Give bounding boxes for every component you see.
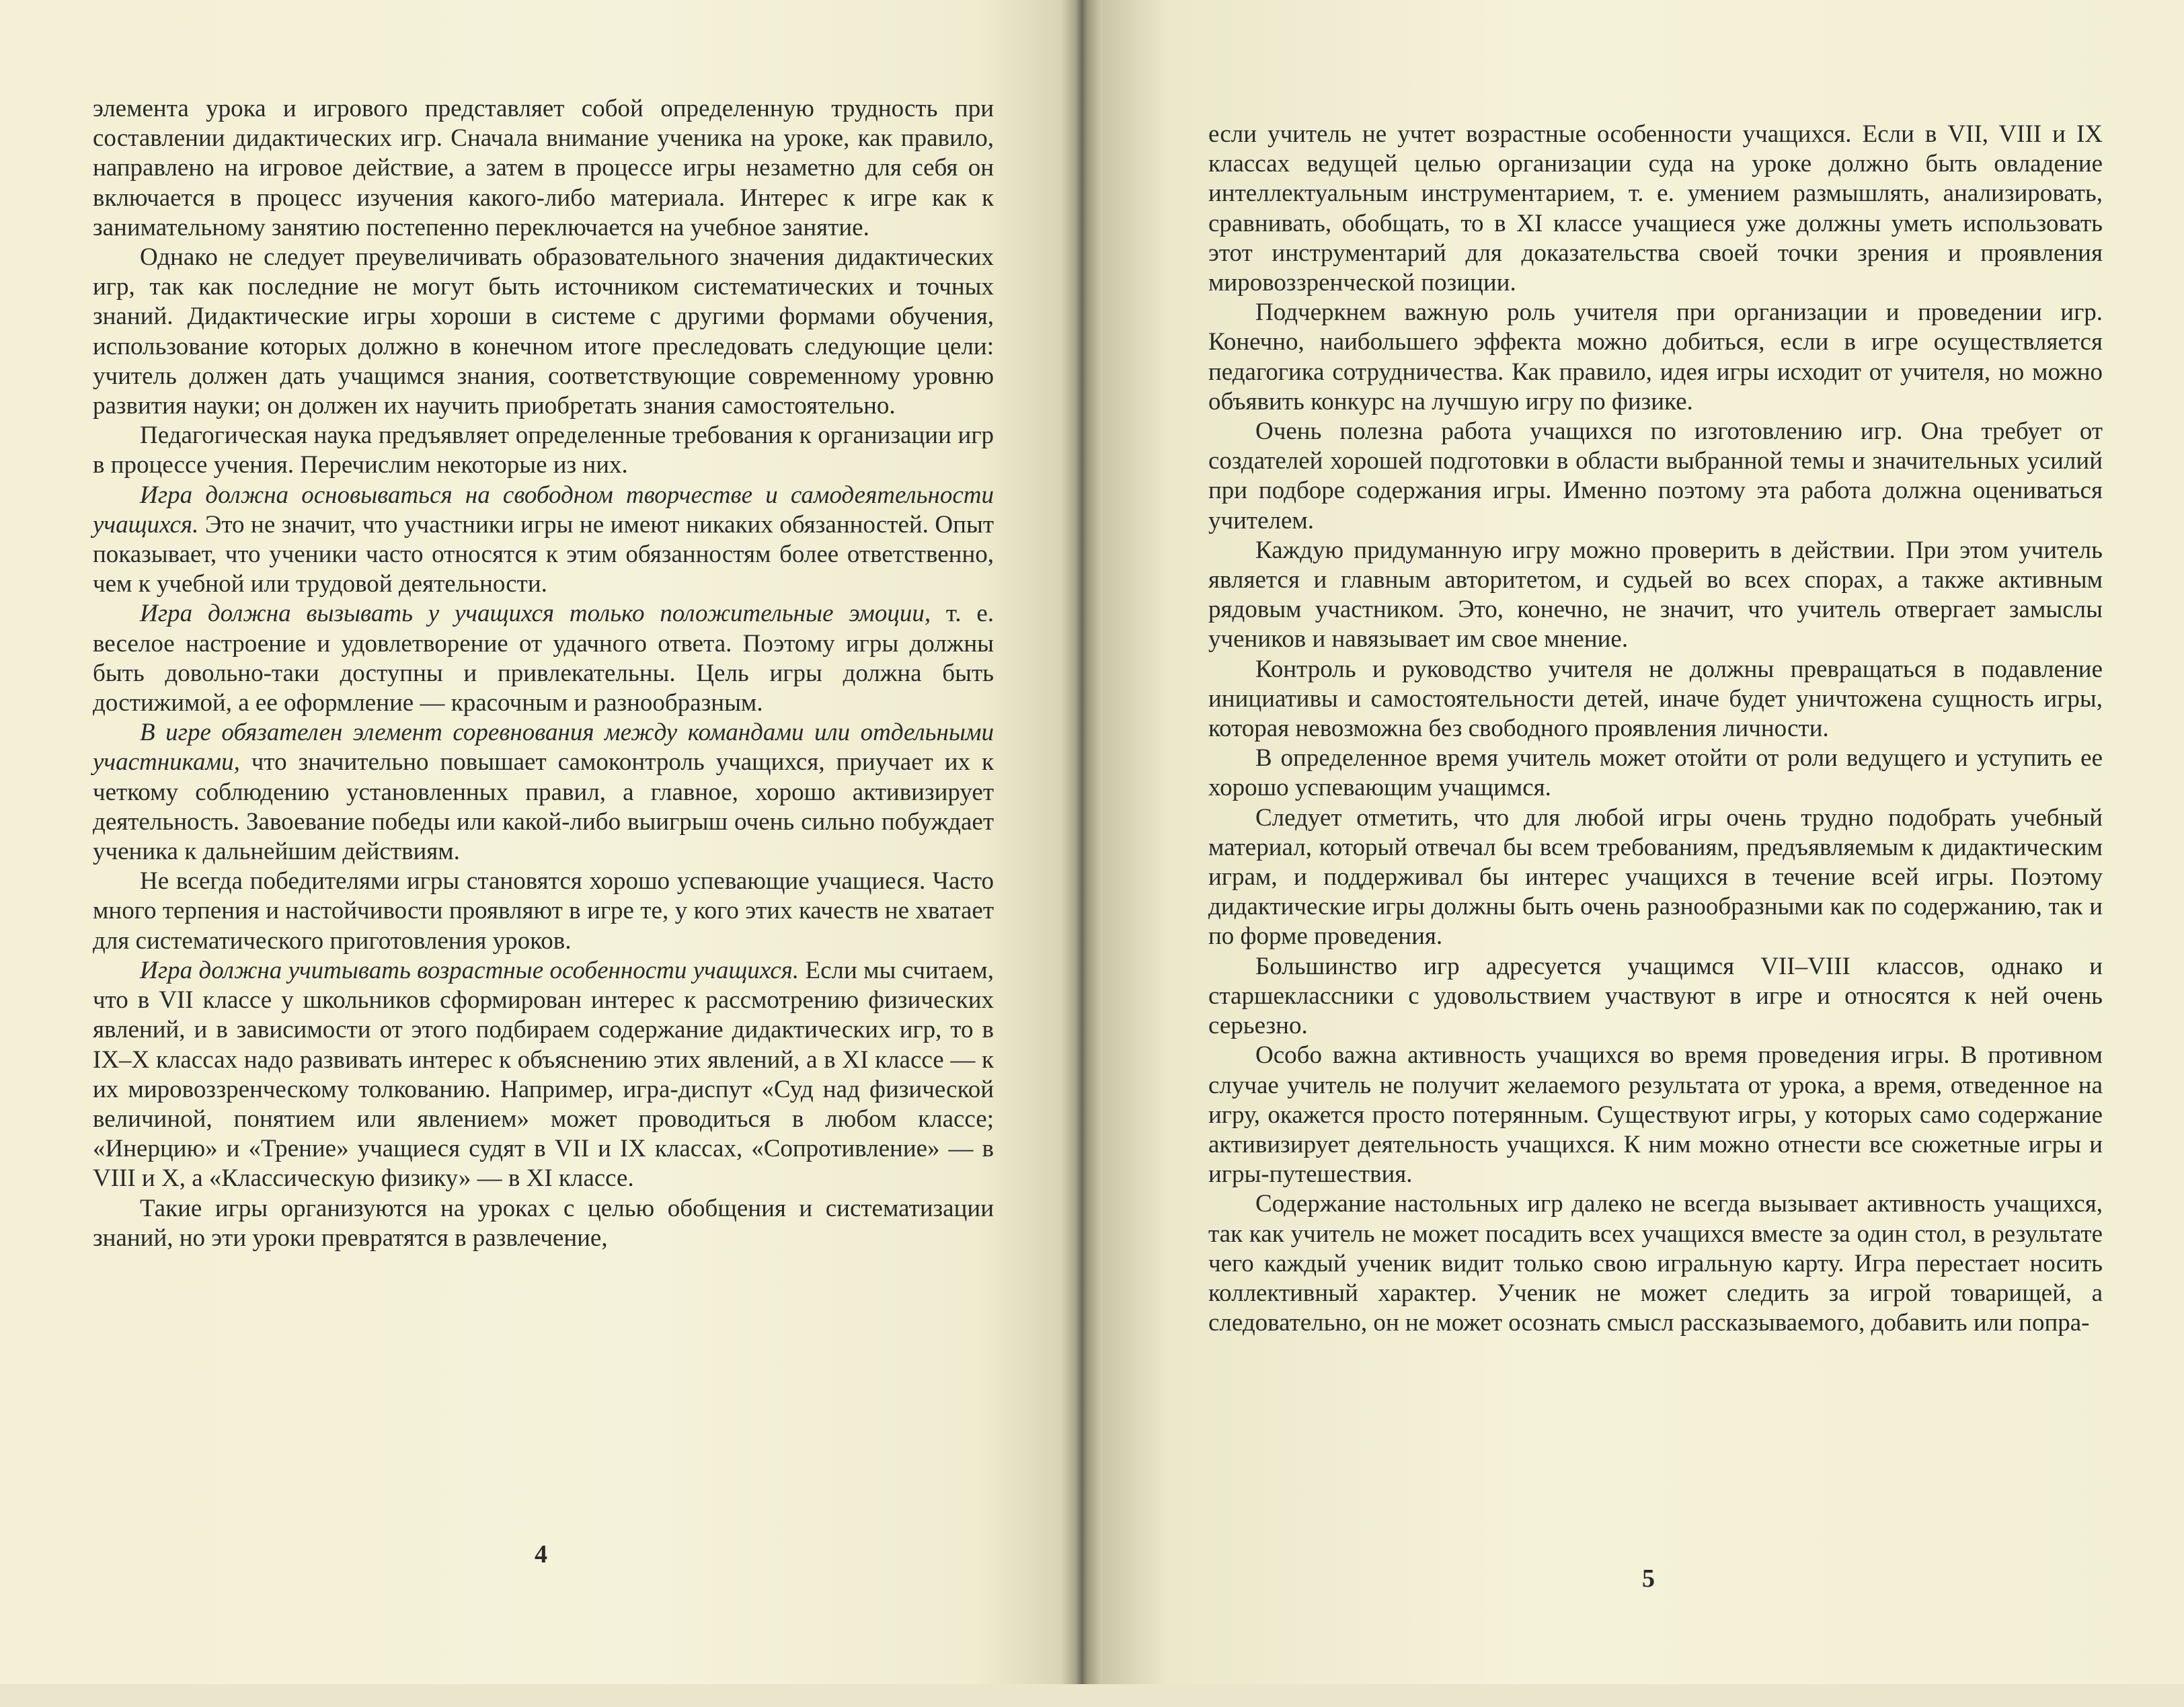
paragraph: Такие игры организуются на уроках с целью обобщения и систематизации знаний, но эти уроки превратятся в развлечение, — [93, 1194, 994, 1252]
page-number-left: 4 — [535, 1540, 547, 1569]
left-page-text — [93, 94, 994, 1253]
italic-lead: В игре обязателен элемент соревнования между командами или отдельными участниками, — [93, 719, 994, 777]
italic-lead: Игра должна учитывать возрастные особенности учащихся. — [140, 956, 800, 984]
paragraph: В определенное время учитель может отойти от роли ведущего и уступить ее хорошо успевающим учащимся. — [1208, 744, 2103, 802]
book-gutter — [1061, 0, 1103, 1707]
paragraph: Игра должна вызывать у учащихся только положительные эмоции, т. е. веселое настроение и удовлетворение от удачного ответа. Поэтому игры должны быть довольно-таки доступны и привлекательны. Цель игры должна быть достижимой, а ее оформление — красочным и разнообразным. — [93, 600, 994, 717]
paragraph: Не всегда победителями игры становятся хорошо успевающие учащиеся. Часто много терпения и настойчивости проявляют в игре те, у кого этих качеств не хватает для систематического приготовления уроков. — [93, 867, 994, 955]
paragraph: Педагогическая наука предъявляет определенные требования к организации игр в процессе учения. Перечислим некоторые из них. — [93, 422, 994, 479]
paragraph: элемента урока и игрового представляет собой определенную трудность при составлении дидактических игр. Сначала внимание ученика на уроке, как правило, направлено на игровое действие, а затем в процессе игры незаметно для себя он включается в процесс изучения какого-либо материала. Интерес к игре как к занимательному занятию постепенно переключается на учебное занятие. — [93, 95, 994, 241]
paragraph: если учитель не учтет возрастные особенности учащихся. Если в VII, VIII и IX классах ведущей целью организации суда на уроке должно быть овладение интеллектуальным инструментарием, т. е. умением размышлять, анализировать, сравнивать, обобщать, то в XI классе учащиеся уже должны уметь использовать этот инструментарий для доказательства своей точки зрения и проявления мировоззренческой позиции. — [1208, 120, 2103, 297]
paragraph: Большинство игр адресуется учащимся VII–VIII классов, однако и старшеклассники с удовольствием участвуют в игре и относятся к ней очень серьезно. — [1208, 952, 2103, 1040]
right-page-text — [1208, 120, 2103, 1338]
paragraph: Игра должна учитывать возрастные особенности учащихся. Если мы считаем, что в VII классе у школьников сформирован интерес к рассмотрению физических явлений, и в зависимости от этого подбираем содержание дидактических игр, то в IX–X классах надо развивать интерес к объяснению этих явлений, а в XI классе — к их мировоззренческому толкованию. Например, игра-диспут «Суд над физической величиной, понятием или явлением» может проводиться в любом классе; «Инерцию» и «Трение» учащиеся судят в VII и IX классах, «Сопротивление» — в VIII и X, а «Классическую физику» — в XI классе. — [93, 956, 994, 1193]
paragraph: Особо важна активность учащихся во время проведения игры. В противном случае учитель не получит желаемого результата от урока, а время, отведенное на игру, окажется просто потерянным. Существуют игры, у которых само содержание активизирует деятельность учащихся. К ним можно отнести все сюжетные игры и игры-путешествия. — [1208, 1041, 2103, 1189]
paragraph: Очень полезна работа учащихся по изготовлению игр. Она требует от создателей хорошей подготовки в области выбранной темы и значительных усилий при подборе содержания игры. Именно поэтому эта работа должна оцениваться учителем. — [1208, 418, 2103, 534]
paragraph: Игра должна основываться на свободном творчестве и самодеятельности учащихся. Это не значит, что участники игры не имеют никаких обязанностей. Опыт показывает, что ученики часто относятся к этим обязанностям более ответственно, чем к учебной или трудовой деятельности. — [93, 481, 994, 598]
paragraph: Каждую придуманную игру можно проверить в действии. При этом учитель является и главным авторитетом, и судьей во всех спорах, а также активным рядовым участником. Это, конечно, не значит, что учитель отвергает замыслы учеников и навязывает им свое мнение. — [1208, 536, 2103, 653]
paragraph: В игре обязателен элемент соревнования между командами или отдельными участниками, что значительно повышает самоконтроль учащихся, приучает их к четкому соблюдению установленных правил, а главное, хорошо активизирует деятельность. Завоевание победы или какой-либо выигрыш очень сильно побуждает ученика к дальнейшим действиям. — [93, 719, 994, 866]
paragraph: Следует отметить, что для любой игры очень трудно подобрать учебный материал, который отвечал бы всем требованиям, предъявляемым к дидактическим играм, и поддерживал бы интерес учащихся в течение всей игры. Поэтому дидактические игры должны быть очень разнообразными как по содержанию, так и по форме проведения. — [1208, 803, 2103, 951]
paragraph: Подчеркнем важную роль учителя при организации и проведении игр. Конечно, наибольшего эффекта можно добиться, если в игре осуществляется педагогика сотрудничества. Как правило, идея игры исходит от учителя, но можно объявить конкурс на лучшую игру по физике. — [1208, 299, 2103, 415]
paragraph: Однако не следует преувеличивать образовательного значения дидактических игр, так как последние не могут быть источником систематических и точных знаний. Дидактические игры хороши в системе с другими формами обучения, использование которых должно в конечном итоге преследовать следующие цели: учитель должен дать учащимся знания, соответствующие современному уровню развития науки; он должен их научить приобретать знания самостоятельно. — [93, 243, 994, 420]
page-number-right: 5 — [1642, 1564, 1655, 1593]
paragraph: Контроль и руководство учителя не должны превращаться в подавление инициативы и самостоятельности детей, иначе будет уничтожена сущность игры, которая невозможна без свободного проявления личности. — [1208, 655, 2103, 743]
page-bottom-edge — [0, 1684, 2184, 1707]
italic-lead: Игра должна вызывать у учащихся только положительные эмоции, — [140, 600, 931, 628]
italic-lead: Игра должна основываться на свободном творчестве и самодеятельности учащихся. — [93, 481, 994, 539]
paragraph: Содержание настольных игр далеко не всегда вызывает активность учащихся, так как учитель не может посадить всех учащихся вместе за один стол, в результате чего каждый ученик видит только свою игральную карту. Игра перестает носить коллективный характер. Ученик не может следить за игрой товарищей, а следовательно, он не может осознать смысл рассказываемого, добавить или попра- — [1208, 1190, 2103, 1337]
